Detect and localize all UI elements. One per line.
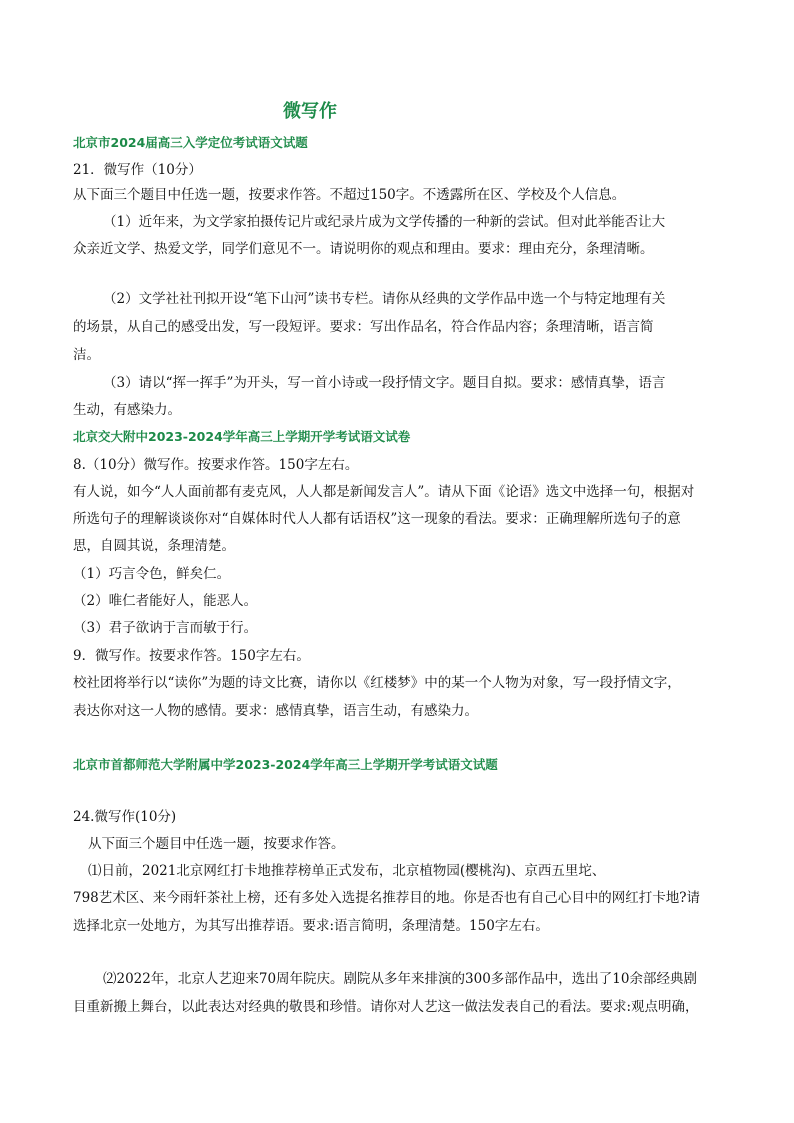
question-line: 思，自圆其说，条理清楚。	[73, 538, 235, 554]
question-line: 9．微写作。按要求作答。150字左右。	[73, 648, 310, 664]
question-line: （1）巧言令色，鲜矣仁。	[73, 566, 231, 582]
question-line: 目重新搬上舞台，以此表达对经典的敬畏和珍惜。请你对人艺这一做法发表自己的看法。要求:观点明确，	[73, 999, 699, 1015]
question-line: （1）近年来，为文学家拍摄传记片或纪录片成为文学传播的一种新的尝试。但对此举能否让大	[103, 214, 666, 230]
question-line: 从下面三个题目中任选一题，按要求作答。	[88, 836, 345, 852]
question-line: 的场景，从自己的感受出发，写一段短评。要求：写出作品名，符合作品内容；条理清晰，语言简	[73, 319, 654, 335]
question-line: （2）唯仁者能好人，能恶人。	[73, 593, 258, 609]
source-heading-2: 北京交大附中2023-2024学年高三上学期开学考试语文试卷	[73, 429, 411, 444]
source-heading-1: 北京市2024届高三入学定位考试语文试题	[73, 135, 308, 150]
question-line: 21．微写作（10分）	[73, 162, 202, 178]
question-line: （2）文学社社刊拟开设“笔下山河”读书专栏。请你从经典的文学作品中选一个与特定地理有关	[103, 291, 666, 307]
question-line: 选择北京一处地方，为其写出推荐语。要求:语言简明，条理清楚。150字左右。	[73, 918, 549, 934]
source-heading-3: 北京市首都师范大学附属中学2023-2024学年高三上学期开学考试语文试题	[73, 757, 498, 772]
question-line: （3）君子欲讷于言而敏于行。	[73, 620, 258, 636]
question-line: 从下面三个题目中任选一题，按要求作答。不超过150字。不透露所在区、学校及个人信息。	[73, 187, 626, 203]
question-line: 8.（10分）微写作。按要求作答。150字左右。	[73, 457, 359, 473]
question-line: 校社团将举行以“读你”为题的诗文比赛，请你以《红楼梦》中的某一个人物为对象，写一段抒情文字，	[73, 675, 681, 691]
question-line: 众亲近文学、热爱文学，同学们意见不一。请说明你的观点和理由。要求：理由充分，条理清晰。	[73, 241, 654, 257]
page-title: 微写作	[283, 101, 337, 122]
question-line: 洁。	[73, 347, 100, 363]
question-line: ⑴日前，2021北京网红打卡地推荐榜单正式发布，北京植物园(樱桃沟)、京西五里坨、	[88, 863, 606, 879]
question-line: 表达你对这一人物的感情。要求：感情真挚，语言生动，有感染力。	[73, 703, 478, 719]
question-line: 所选句子的理解谈谈你对“自媒体时代人人都有话语权”这一现象的看法。要求：正确理解所选句子的意	[73, 511, 681, 527]
question-line: 生动，有感染力。	[73, 402, 181, 418]
question-line: ⑵2022年，北京人艺迎来70周年院庆。剧院从多年来排演的300多部作品中，选出了10余部经典剧	[103, 971, 697, 987]
question-line: 798艺术区、来今雨轩茶社上榜，还有多处入选提名推荐目的地。你是否也有自己心目中的网红打卡地?请	[73, 890, 701, 906]
question-line: 有人说，如今“人人面前都有麦克风，人人都是新闻发言人”。请从下面《论语》选文中选择一句，根据对	[73, 484, 695, 500]
question-line: 24.微写作(10分)	[73, 809, 177, 825]
question-line: （3）请以“挥一挥手”为开头，写一首小诗或一段抒情文字。题目自拟。要求：感情真挚，语言	[103, 375, 666, 391]
